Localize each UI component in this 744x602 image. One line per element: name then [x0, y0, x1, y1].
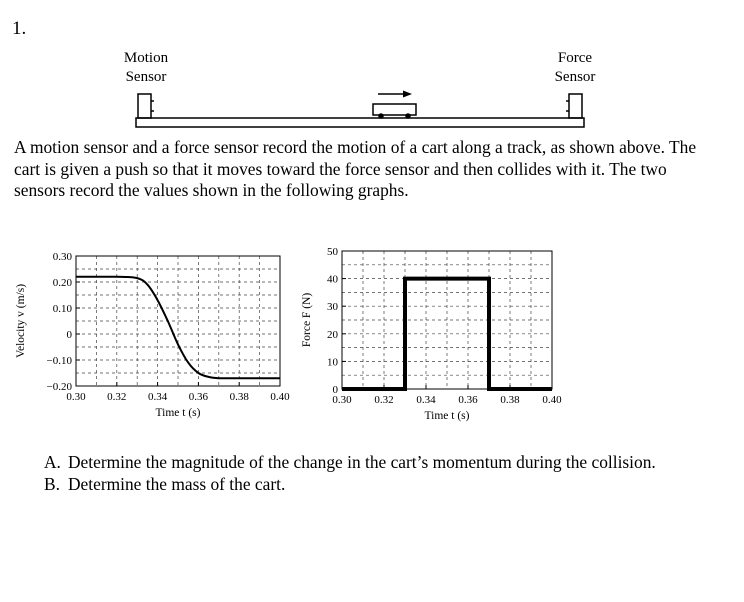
motion-sensor-label-line2: Sensor	[125, 69, 167, 85]
question-a	[44, 452, 704, 474]
y-tick-label: −0.20	[46, 381, 72, 393]
y-tick-label: 10	[327, 356, 338, 369]
x-tick-label: 0.38	[500, 394, 520, 406]
y-tick-label: 0	[332, 384, 338, 396]
y-axis-title: Velocity v (m/s)	[15, 283, 27, 359]
motion-sensor	[138, 94, 154, 118]
x-tick-label: 0.32	[107, 391, 127, 403]
x-tick-label: 0.40	[542, 394, 562, 406]
y-tick-label: 0	[66, 329, 72, 341]
question-a-label: A.	[44, 452, 61, 472]
x-tick-label: 0.36	[188, 391, 209, 403]
y-axis-title: Force F (N)	[301, 292, 313, 348]
y-tick-label: 0.20	[52, 277, 72, 289]
y-tick-label: 20	[327, 328, 338, 341]
question-number: 1.	[12, 18, 27, 39]
x-tick-label: 0.36	[458, 394, 478, 406]
track-diagram	[0, 0, 744, 135]
problem-paragraph: A motion sensor and a force sensor record the motion of a cart along a track, as shown above. The cart is given a push so that it moves toward the force sensor and then collides with it. The two sensors record the values shown in the following graphs.	[14, 137, 697, 200]
force-sensor	[566, 94, 582, 118]
track	[136, 118, 584, 127]
x-tick-label: 0.34	[416, 394, 436, 406]
x-tick-label: 0.34	[147, 391, 168, 403]
question-b-text: Determine the mass of the cart.	[68, 473, 286, 494]
force-time-graph	[298, 240, 588, 435]
data-series-line	[76, 277, 280, 379]
question-b-label: B.	[44, 473, 60, 494]
x-axis-title: Time t (s)	[155, 407, 201, 419]
velocity-time-graph	[14, 240, 304, 435]
x-tick-label: 0.40	[270, 391, 290, 403]
force-sensor-label-line1: Force	[557, 50, 593, 66]
force-sensor-label-line2: Sensor	[554, 69, 596, 85]
x-tick-label: 0.38	[229, 391, 249, 403]
y-tick-label: −0.10	[46, 355, 72, 367]
x-axis-title: Time t (s)	[424, 410, 470, 422]
y-tick-label: 30	[327, 301, 338, 314]
y-tick-label: 50	[327, 246, 338, 258]
x-tick-label: 0.30	[66, 391, 86, 403]
question-b	[44, 474, 704, 496]
y-tick-label: 0.30	[52, 251, 72, 263]
x-tick-label: 0.30	[332, 394, 352, 406]
question-a-text: Determine the magnitude of the change in the cart’s momentum during the collision.	[68, 452, 656, 472]
cart-direction-arrow	[378, 91, 412, 98]
question-list	[44, 452, 704, 495]
y-tick-label: 0.10	[52, 303, 72, 315]
x-tick-label: 0.32	[374, 394, 394, 406]
cart	[373, 104, 416, 118]
motion-sensor-label-line1: Motion	[123, 50, 169, 66]
y-tick-label: 40	[327, 273, 338, 286]
